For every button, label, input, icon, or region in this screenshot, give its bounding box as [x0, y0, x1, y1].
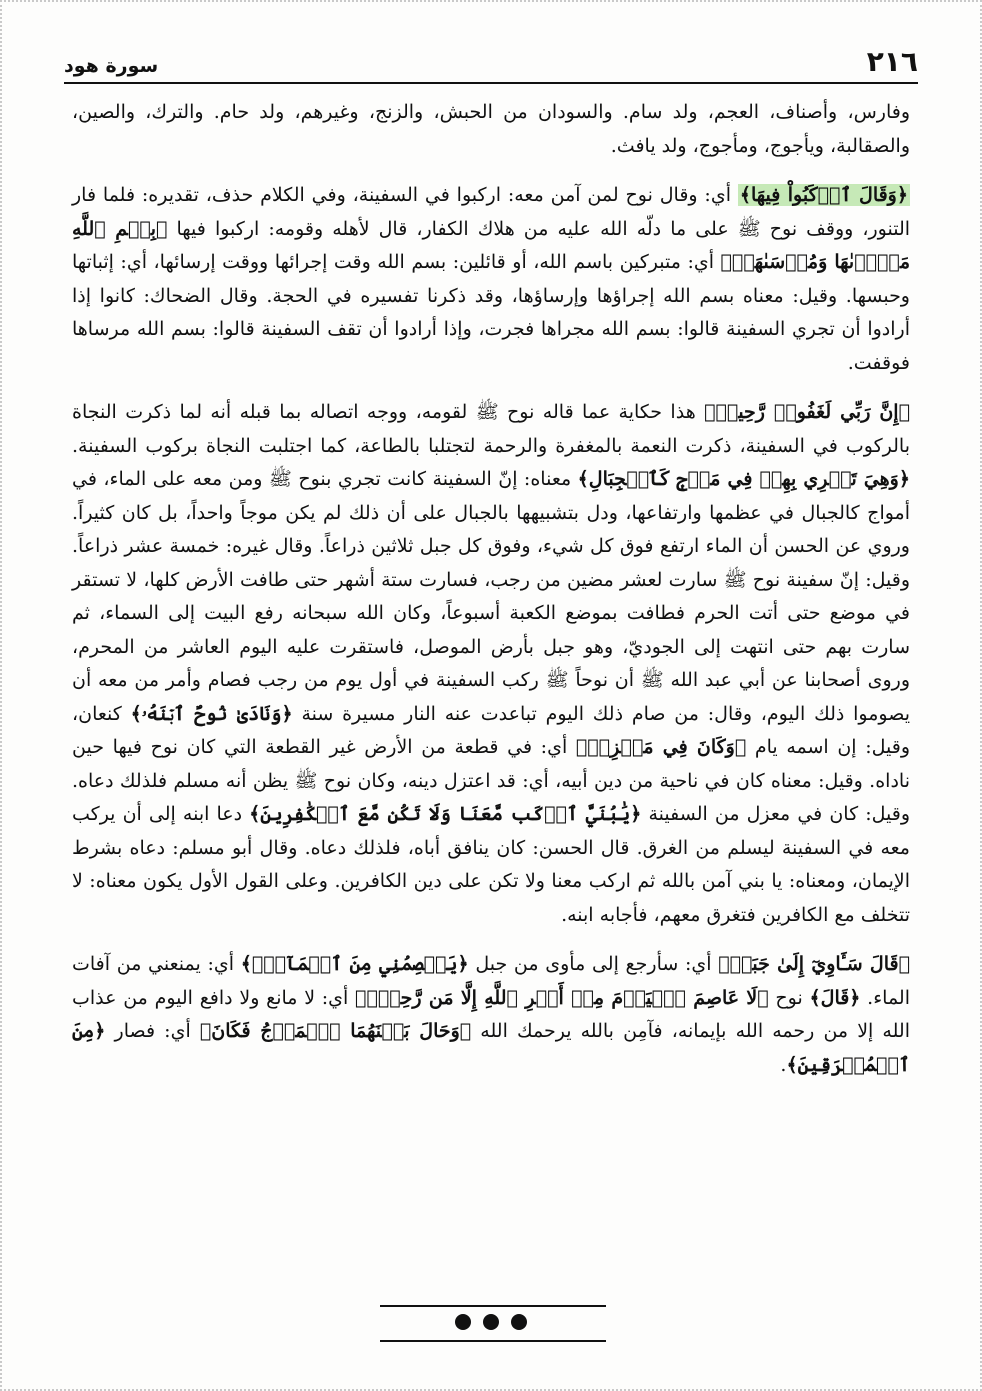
- footer-divider-top: [380, 1305, 606, 1307]
- header-divider: [64, 82, 918, 84]
- commentary-text: .: [780, 1053, 787, 1076]
- commentary-text: معناه: إنّ السفينة كانت تجري بنوح ﷺ ومن معه على الماء، في أمواج كالجبال في عظمها وارتفاعها، ودل بتشبيهها بالجبال على أن ذلك لم يكن موجاً واحداً، بل كان كثيراً. وروي عن الحسن أن الماء ارتفع فوق كل شيء، وفوق كل جبل ثلاثين ذراعاً. وقال غيره: خمسة عشر ذراعاً. وقيل: إنّ سفينة نوح ﷺ سارت لعشر مضين من رجب، فسارت ستة أشهر حتى طافت الأرض كلها، لا تستقر في موضع حتى أتت الحرم فطافت بموضع الكعبة أسبوعاً، وكان الله سبحانه رفع البيت إلى السماء، ثم سارت بهم حتى انتهت إلى الجوديّ، وهو جبل بأرض الموصل، فاستقرت عليه اليوم العاشر من المحرم، وروى أصحابنا عن أبي عبد الله ﷺ أن نوحاً ﷺ ركب السفينة في أول يوم من رجب فصام وأمر من معه أن يصوموا ذلك اليوم، وقال: من صام ذلك اليوم تباعدت عنه النار مسيرة سنة: [72, 468, 911, 725]
- paragraph-p1: [72, 96, 910, 163]
- tafsir-text: [72, 96, 910, 1082]
- quran-verse: ﴿وَحَالَ بَيۡنَهُمَا ٱلۡمَوۡجُ فَكَانَ﴾: [199, 1020, 472, 1042]
- paragraph-p4: [72, 948, 910, 1082]
- commentary-text: أي: فصار: [105, 1020, 200, 1042]
- quran-verse: ﴿يَعۡصِمُنِي مِنَ ٱلۡمَآءِۚ﴾: [240, 953, 469, 975]
- quran-verse: ﴿إِنَّ رَبِّي لَغَفُورٞ رَّحِيمٞ﴾: [704, 401, 910, 423]
- quran-verse: ﴿قَالَ سَـَٔاوِيٓ إِلَىٰ جَبَلٖ﴾: [718, 953, 910, 975]
- commentary-text: أي: في قطعة من الأرض غير القطعة التي كان نوح فيها حين ناداه. وقيل: معناه كان في ناحية من دين أبيه، أي: قد اعتزل دينه، وكان نوح ﷺ يظن أنه مسلم فلذلك دعاه. وقيل: كان في معزل من السفينة: [72, 736, 911, 825]
- quran-verse: ﴿بِسۡمِ ٱللَّهِ مَجۡرٜىٰهَا وَمُرۡسَىٰهَآۚ﴾: [72, 217, 910, 273]
- footer-divider-bottom: [380, 1340, 606, 1342]
- quran-verse: ﴿لَا عَاصِمَ ٱلۡيَوۡمَ مِنۡ أَمۡرِ ٱللَّهِ إِلَّا مَن رَّحِمَۚ﴾: [355, 986, 769, 1009]
- commentary-text: وفارس، وأصناف، العجم، ولد سام. والسودان من الحبش، والزنج، وغيرهم، ولد حام. والترك، والصين، والصقالبة، ويأجوج، ومأجوج، ولد يافث.: [72, 101, 910, 157]
- quran-verse: ﴿مِنَ ٱلۡمُغۡرَقِينَ﴾: [72, 1020, 910, 1076]
- quran-verse: ﴿يَٰبُنَيَّ ٱرۡكَب مَّعَنَا وَلَا تَكُن مَّعَ ٱلۡكَٰفِرِينَ﴾: [249, 803, 642, 825]
- paragraph-p2: [72, 179, 910, 380]
- quran-verse: ﴿وَنَادَىٰ نُوحٌ ٱبۡنَهُۥ﴾: [130, 702, 293, 725]
- ornament-dot: [511, 1314, 527, 1330]
- ornament-dot: [455, 1314, 471, 1330]
- commentary-text: هذا حكاية عما قاله نوح ﷺ لقومه، ووجه اتصاله بما قبله أنه لما ذكرت النجاة بالركوب في السفينة، ذكرت النعمة بالمغفرة والرحمة لتجتلبا بالطاعة، كما اجتلبت النجاة بركوب السفينة.: [72, 401, 910, 457]
- paragraph-p3: [72, 396, 910, 932]
- quran-verse: ﴿وَهِيَ تَجۡرِي بِهِمۡ فِي مَوۡجٖ كَٱلۡجِبَالِ﴾: [577, 468, 910, 490]
- commentary-text: أي: وقال نوح لمن آمن معه: اركبوا في السفينة، وفي الكلام حذف، تقديره: فلما فار التنور، ووقف نوح ﷺ على ما دلّه الله عليه من هلاك الكفار، قال لأهله وقومه: اركبوا فيها: [72, 184, 911, 240]
- page-number: ٢١٦: [866, 45, 918, 78]
- quran-verse: ﴿وَكَانَ فِي مَعۡزِلٖ﴾: [575, 736, 747, 758]
- commentary-text: أي: متبركين باسم الله، أو قائلين: بسم الله وقت إجرائها ووقت إرسائها، أي: إثباتها وحبسها. وقيل: معناه بسم الله إجراؤها وإرساؤها، وقد ذكرنا تفسيره في الحجة. وقال الضحاك: كانوا إذا أرادوا أن تجري السفينة قالوا: بسم الله مجراها فجرت، وإذا أرادوا أن تقف السفينة قالوا: بسم الله مرساها فوقفت.: [72, 251, 910, 374]
- commentary-text: أي: سأرجع إلى مأوى من جبل: [468, 953, 719, 975]
- quran-verse: ﴿قَالَ﴾: [809, 986, 861, 1009]
- commentary-text: أي: يمنعني من آفات الماء.: [72, 953, 910, 1009]
- commentary-text: أي: لا مانع ولا دافع اليوم من عذاب الله إلا من رحمه الله بإيمانه، فآمِن بالله يرحمك الله: [72, 986, 910, 1042]
- page-footer: [2, 1302, 980, 1362]
- highlighted-verse: ﴿وَقَالَ ٱرۡكَبُواْ فِيهَا﴾: [739, 184, 908, 206]
- commentary-text: كنعان، وقيل: إن اسمه يام: [72, 702, 910, 758]
- footer-ornament: [2, 1314, 980, 1330]
- ornament-dot: [483, 1314, 499, 1330]
- commentary-text: دعا ابنه إلى أن يركب معه في السفينة ليسلم من الغرق. قال الحسن: كان ينافق أباه، فلذلك دعاه. وقال أبو مسلم: دعاه بشرط الإيمان، ومعناه: يا بني آمن بالله ثم اركب معنا ولا تكن على دين الكافرين. وعلى القول الأول يكون معناه: لا تتخلف مع الكافرين فتغرق معهم، فأجابه ابنه.: [72, 803, 910, 926]
- page-header: [64, 36, 918, 76]
- commentary-text: نوح: [768, 986, 810, 1009]
- surah-title: سورة هود: [64, 55, 159, 77]
